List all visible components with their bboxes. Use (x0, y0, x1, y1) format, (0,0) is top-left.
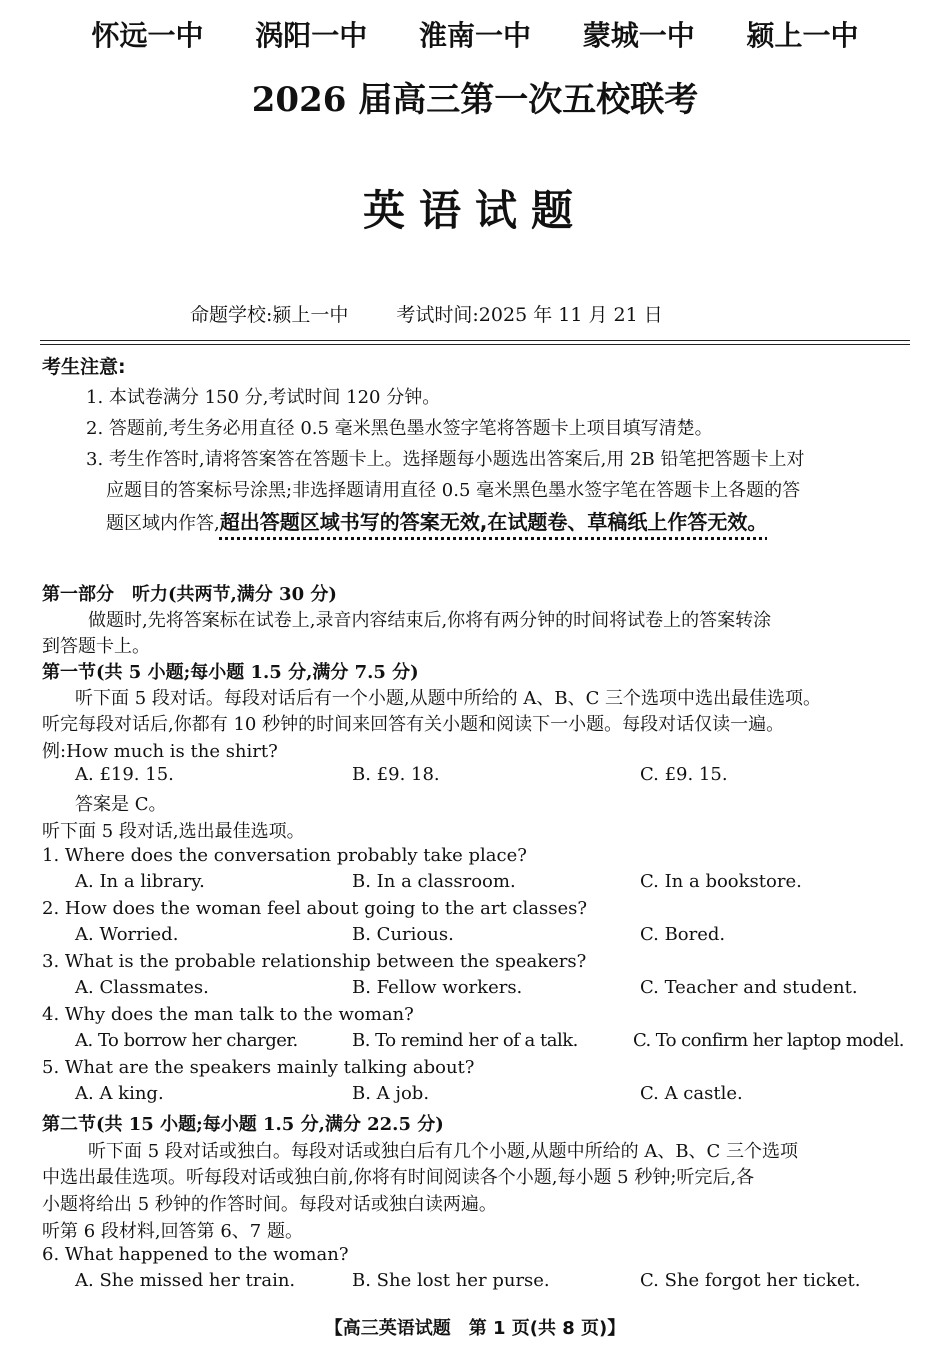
notice-item: 2. 答题前,考生务必用直径 0.5 毫米黑色墨水签字笔将答题卡上项目填写清楚。 (86, 418, 713, 439)
option-a: A. In a library. (75, 871, 205, 892)
notice-item-continued: 应题目的答案标号涂黑;非选择题请用直径 0.5 毫米黑色墨水签字笔在答题卡上各题的答 (106, 480, 801, 501)
option-c: C. To confirm her laptop model. (633, 1030, 904, 1051)
question-4: 4. Why does the man talk to the woman? (42, 1004, 414, 1025)
section2-instructions: 中选出最佳选项。听每段对话或独白前,你将有时间阅读各个小题,每小题 5 秒钟;听完后,各 (42, 1167, 755, 1188)
question-3: 3. What is the probable relationship between the speakers? (42, 951, 587, 972)
example-option: C. £9. 15. (640, 764, 728, 785)
option-b: B. Fellow workers. (352, 977, 523, 998)
school-list (0, 14, 950, 54)
school-name: 涡阳一中 (255, 19, 368, 52)
notice-item-continued (106, 506, 767, 535)
school-name: 颍上一中 (746, 19, 859, 52)
subject-title: 英语试题 (362, 186, 587, 235)
option-b: B. To remind her of a talk. (352, 1030, 578, 1051)
material-instruction: 听第 6 段材料,回答第 6、7 题。 (42, 1221, 303, 1242)
section1-instructions: 听下面 5 段对话。每段对话后有一个小题,从题中所给的 A、B、C 三个选项中选出最佳选项。 (75, 688, 822, 709)
notice-item: 1. 本试卷满分 150 分,考试时间 120 分钟。 (86, 387, 441, 408)
section1-instructions: 听完每段对话后,你都有 10 秒钟的时间来回答有关小题和阅读下一小题。每段对话仅读一遍。 (42, 714, 785, 735)
exam-date: 考试时间:2025 年 11 月 21 日 (396, 304, 663, 326)
header-divider (40, 340, 910, 341)
notice-item: 3. 考生作答时,请将答案答在答题卡上。选择题每小题选出答案后,用 2B 铅笔把答题卡上对 (86, 449, 805, 470)
part1-intro: 做题时,先将答案标在试卷上,录音内容结束后,你将有两分钟的时间将试卷上的答案转涂 (88, 610, 772, 631)
exam-title: 2026 届高三第一次五校联考 (251, 80, 699, 120)
option-c: C. A castle. (640, 1083, 743, 1104)
school-name: 怀远一中 (91, 19, 204, 52)
option-a: A. Worried. (75, 924, 179, 945)
option-c: C. Teacher and student. (640, 977, 858, 998)
option-a: A. A king. (75, 1083, 164, 1104)
setter-school: 命题学校:颍上一中 (190, 304, 349, 326)
example-question: 例:How much is the shirt? (42, 741, 278, 762)
school-name: 蒙城一中 (582, 19, 695, 52)
exam-meta (190, 300, 663, 327)
option-b: B. A job. (352, 1083, 430, 1104)
notice-text: 题区域内作答, (106, 513, 220, 534)
option-b: B. She lost her purse. (352, 1270, 550, 1291)
part1-heading: 第一部分 听力(共两节,满分 30 分) (42, 584, 337, 605)
notice-heading: 考生注意: (42, 356, 126, 378)
option-b: B. In a classroom. (352, 871, 516, 892)
question-5: 5. What are the speakers mainly talking about? (42, 1057, 475, 1078)
option-a: A. To borrow her charger. (75, 1030, 298, 1051)
option-a: A. Classmates. (75, 977, 209, 998)
option-c: C. In a bookstore. (640, 871, 802, 892)
example-option: A. £19. 15. (75, 764, 174, 785)
option-a: A. She missed her train. (75, 1270, 296, 1291)
section2-instructions: 小题将给出 5 秒钟的作答时间。每段对话或独白读两遍。 (42, 1194, 497, 1215)
header-divider (40, 344, 910, 345)
option-b: B. Curious. (352, 924, 454, 945)
school-name: 淮南一中 (418, 19, 531, 52)
part1-intro: 到答题卡上。 (42, 636, 150, 657)
question-2: 2. How does the woman feel about going to the art classes? (42, 898, 587, 919)
emphasized-warning: 超出答题区域书写的答案无效,在试题卷、草稿纸上作答无效。 (219, 510, 768, 534)
example-answer: 答案是 C。 (75, 794, 167, 815)
listen-instruction: 听下面 5 段对话,选出最佳选项。 (42, 821, 305, 842)
page-footer: 【高三英语试题 第 1 页(共 8 页)】 (324, 1318, 626, 1339)
section1-heading: 第一节(共 5 小题;每小题 1.5 分,满分 7.5 分) (42, 662, 419, 683)
question-1: 1. Where does the conversation probably take place? (42, 845, 527, 866)
section2-instructions: 听下面 5 段对话或独白。每段对话或独白后有几个小题,从题中所给的 A、B、C 三个选项 (88, 1141, 799, 1162)
example-option: B. £9. 18. (352, 764, 440, 785)
section2-heading: 第二节(共 15 小题;每小题 1.5 分,满分 22.5 分) (42, 1114, 444, 1135)
question-6: 6. What happened to the woman? (42, 1244, 349, 1265)
option-c: C. She forgot her ticket. (640, 1270, 861, 1291)
option-c: C. Bored. (640, 924, 726, 945)
